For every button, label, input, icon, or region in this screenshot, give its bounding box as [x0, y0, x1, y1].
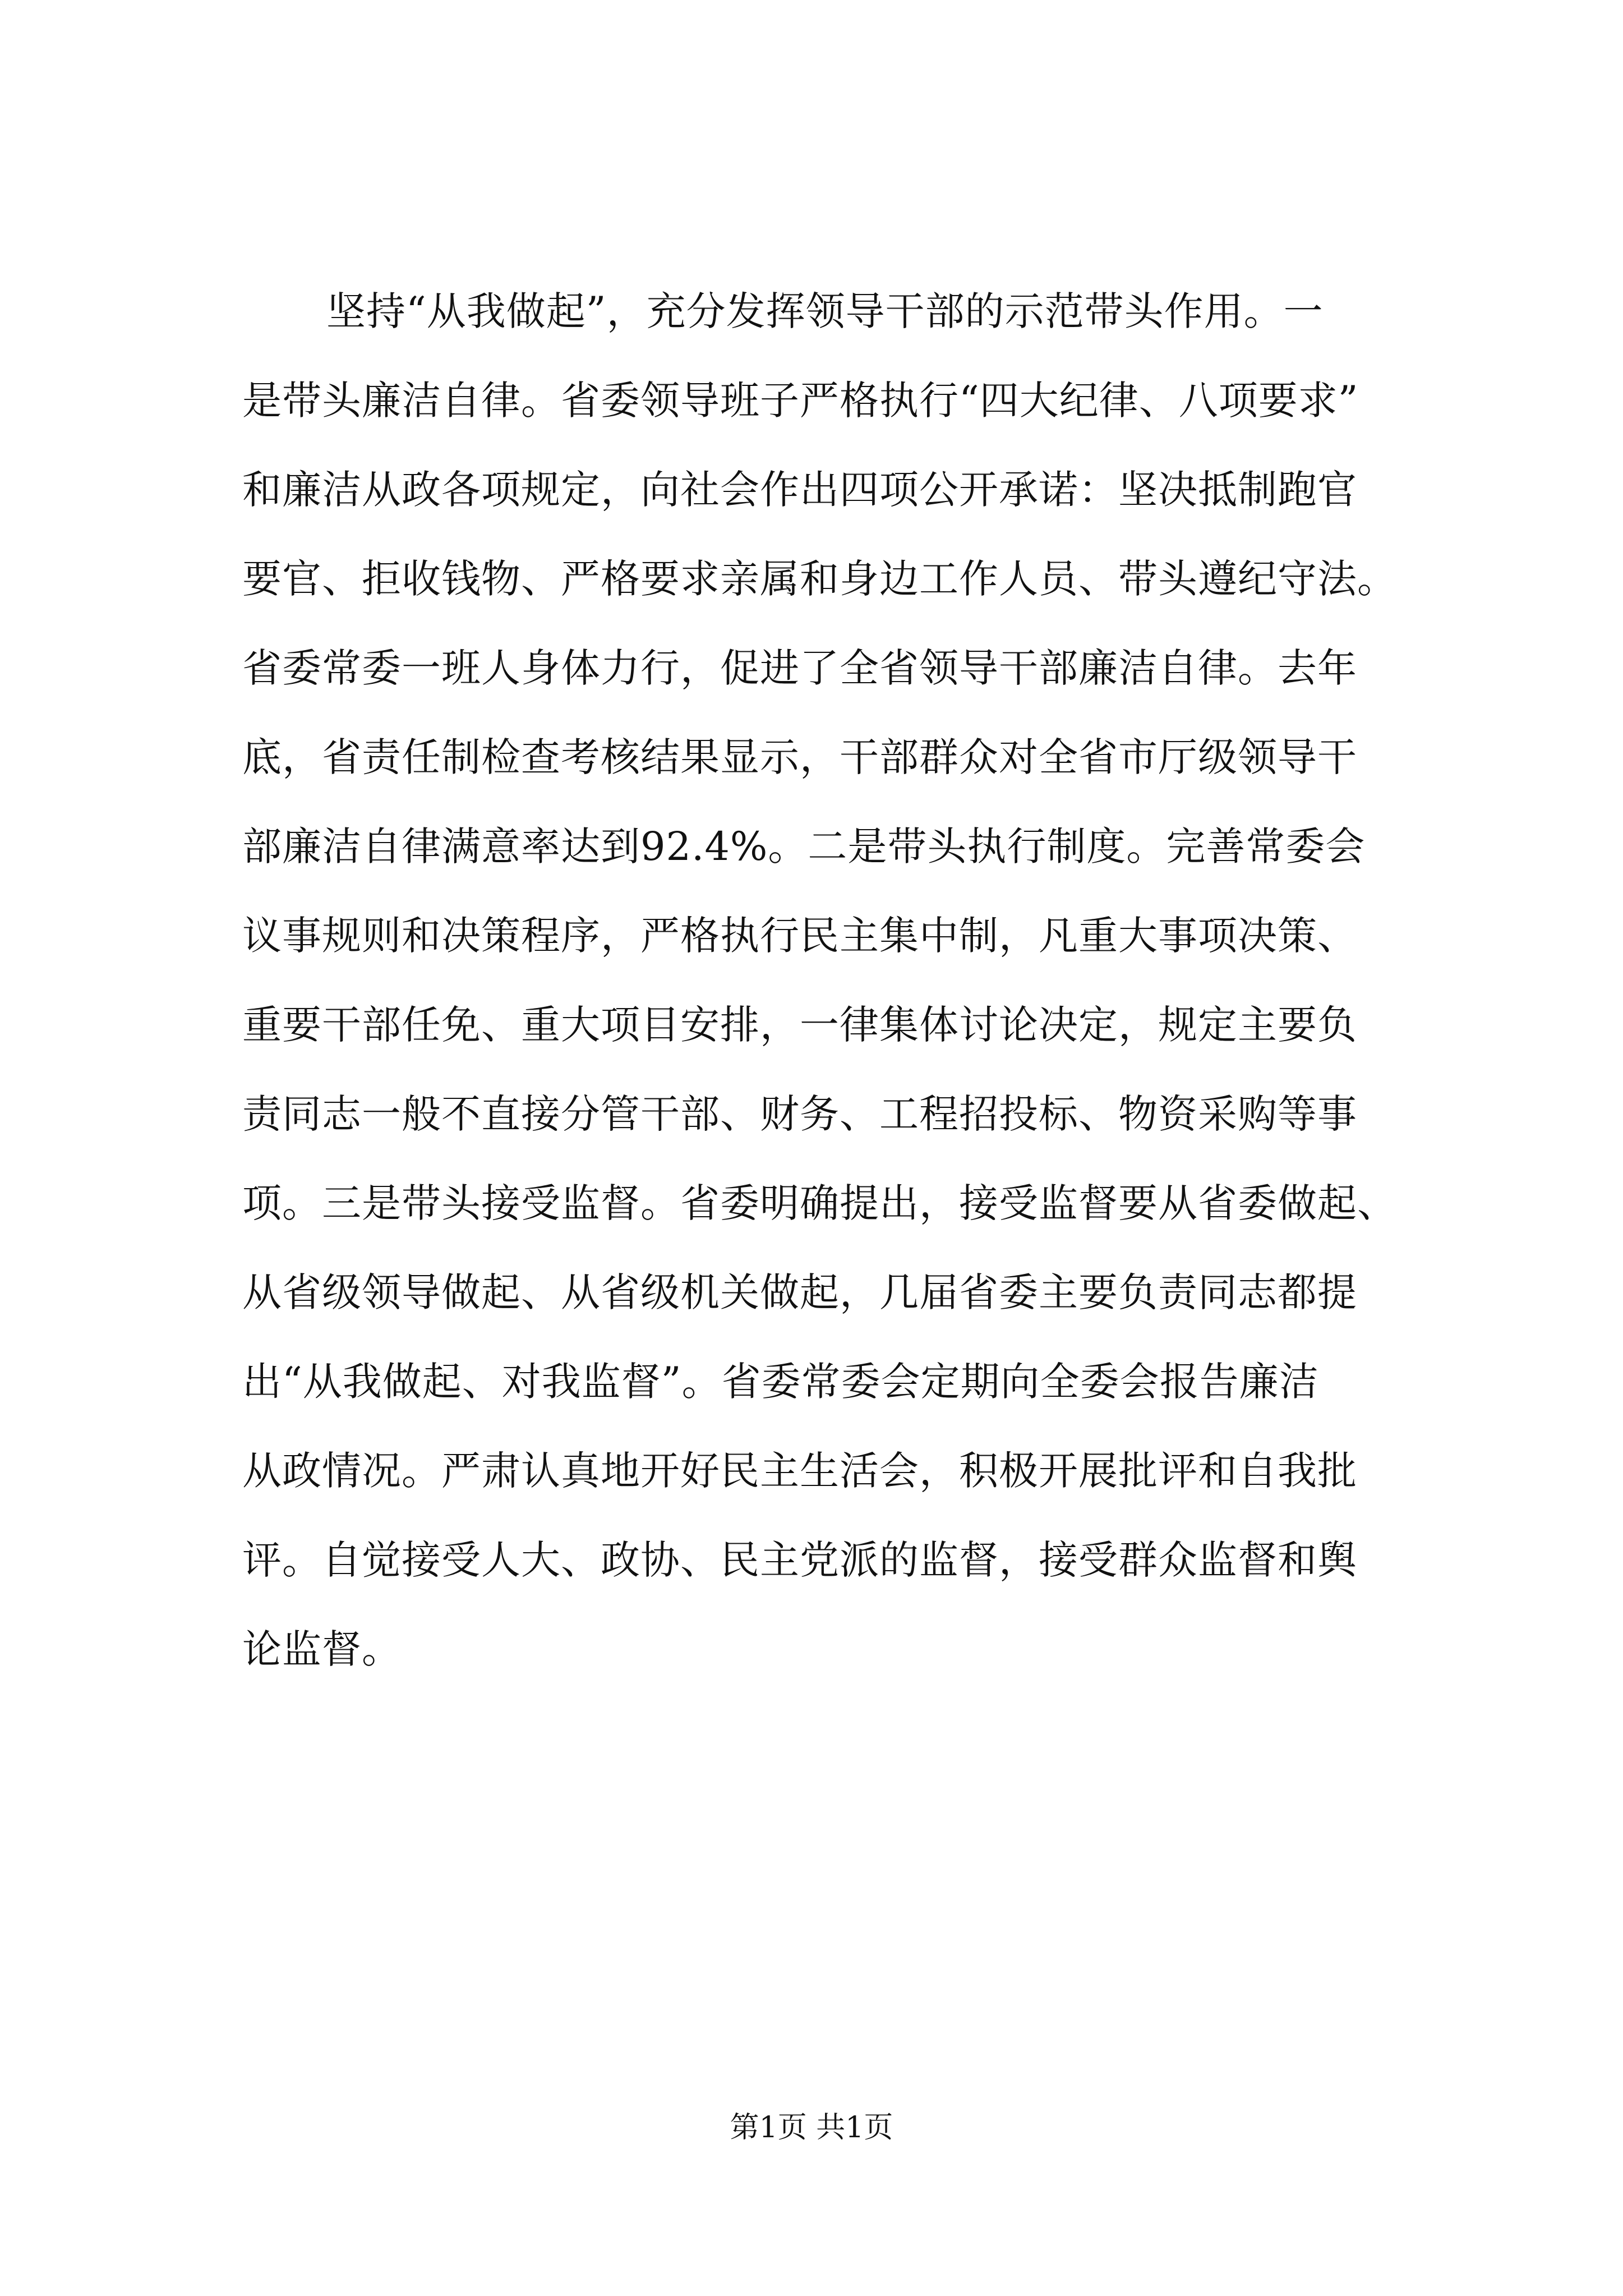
- paragraph-line-4: 要官、拒收钱物、严格要求亲属和身边工作人员、带头遵纪守法。: [242, 556, 1397, 602]
- paragraph-line-1: 坚持“从我做起”，充分发挥领导干部的示范带头作用。一: [326, 288, 1324, 334]
- paragraph-line-7: 部廉洁自律满意率达到92.4%。二是带头执行制度。完善常委会: [242, 823, 1366, 869]
- paragraph-line-14: 从政情况。严肃认真地开好民主生活会，积极开展批评和自我批: [242, 1448, 1357, 1494]
- paragraph-line-11: 项。三是带头接受监督。省委明确提出，接受监督要从省委做起、: [242, 1180, 1397, 1226]
- paragraph-line-8: 议事规则和决策程序，严格执行民主集中制，凡重大事项决策、: [242, 913, 1357, 959]
- paragraph-line-9: 重要干部任免、重大项目安排，一律集体讨论决定，规定主要负: [242, 1002, 1357, 1048]
- paragraph-line-5: 省委常委一班人身体力行，促进了全省领导干部廉洁自律。去年: [242, 645, 1357, 691]
- paragraph-line-16: 论监督。: [242, 1626, 402, 1672]
- paragraph-line-10: 责同志一般不直接分管干部、财务、工程招投标、物资采购等事: [242, 1091, 1357, 1137]
- page-number-label: 第1页 共1页: [730, 2111, 893, 2145]
- paragraph-line-12: 从省级领导做起、从省级机关做起，几届省委主要负责同志都提: [242, 1269, 1357, 1315]
- paragraph-line-6: 底，省责任制检查考核结果显示，干部群众对全省市厅级领导干: [242, 734, 1357, 780]
- paragraph-line-15: 评。自觉接受人大、政协、民主党派的监督，接受群众监督和舆: [242, 1537, 1357, 1583]
- paragraph-line-13: 出“从我做起、对我监督”。省委常委会定期向全委会报告廉洁: [242, 1359, 1319, 1405]
- body-paragraph: [242, 267, 1397, 1694]
- page-footer: [0, 2104, 1623, 2146]
- paragraph-line-3: 和廉洁从政各项规定，向社会作出四项公开承诺：坚决抵制跑官: [242, 467, 1357, 513]
- paragraph-line-2: 是带头廉洁自律。省委领导班子严格执行“四大纪律、八项要求”: [242, 378, 1359, 424]
